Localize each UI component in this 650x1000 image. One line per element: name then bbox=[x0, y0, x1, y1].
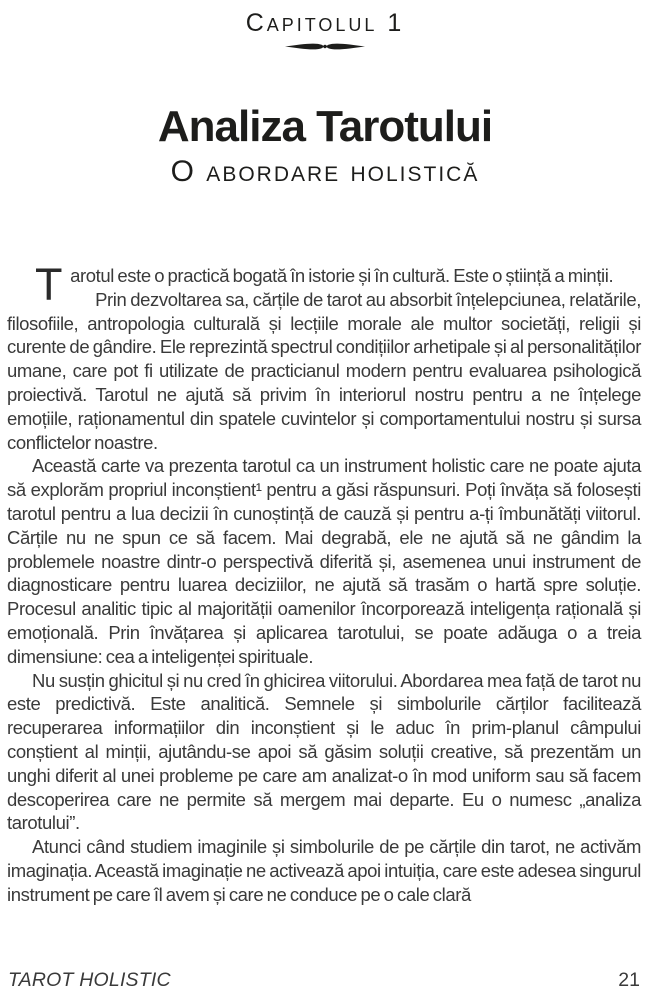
running-footer-book-title: TAROT HOLISTIC bbox=[8, 969, 171, 991]
paragraph: Această carte va prezenta tarotul ca un instrument holistic care ne poate ajuta să explorăm propriul inconștient¹ pentru a găsi răspunsuri. Poți învăța să folosești tarotul pentru a lua decizii în cunoștință de cauză și pentru a-ți îmbunătăți viitorul. Cărțile nu ne spun ce să facem. Mai degrabă, ele ne ajută să ne gândim la problemele noastre dintr-o perspectivă diferită și, asemenea unui instrument de diagnosticare pentru luarea deciziilor, ne ajută să trasăm o hartă spre soluție. Procesul analitic tipic al majorității oamenilor încorporează inteligența rațională și emoțională. Prin învățarea și aplicarea tarotului, se poate adăuga o a treia dimensiune: cea a inteligenței spirituale. bbox=[7, 455, 641, 667]
page-title: Analiza Tarotului bbox=[157, 102, 493, 151]
paragraph: Atunci când studiem imaginile și simbolurile de pe cărțile din tarot, ne activăm imaginația. Această imaginație ne activează apoi intuiția, care este adesea singurul instrument pe care îl avem și care ne conduce pe o cale clară bbox=[7, 836, 641, 905]
running-footer bbox=[8, 966, 640, 992]
body-text bbox=[0, 264, 650, 964]
paragraph: Nu susțin ghicitul și nu cred în ghicirea viitorului. Abordarea mea față de tarot nu este predictivă. Este analitică. Semnele și simbolurile cărților facilitează recuperarea informațiilor din inconștient și le aduc în prim-planul câmpului conștient al minții, ajutându-se apoi să găsim soluții creative, să prezentăm un unghi diferit al unei probleme pe care am analizat-o în mod uniform sau să facem descoperirea care ne permite să mergem mai departe. Eu o numesc „analiza tarotului”. bbox=[7, 669, 641, 834]
title-block bbox=[0, 104, 650, 188]
page-subtitle: O abordare holistică bbox=[170, 155, 480, 188]
paragraph-opening-text: arotul este o practică bogată în istorie și în cultură. Este o știință a minții. bbox=[70, 265, 614, 286]
paragraph-opening bbox=[7, 264, 641, 310]
chapter-head bbox=[0, 0, 650, 53]
drop-cap: T bbox=[35, 264, 63, 310]
page-number: 21 bbox=[618, 969, 640, 991]
chapter-heading: Capitolul 1 bbox=[245, 9, 405, 37]
fleuron-divider-icon bbox=[283, 40, 367, 53]
paragraph: Prin dezvoltarea sa, cărțile de tarot au absorbit înțelepciunea, relatările, filosofiile, antropologia culturală și lecțiile morale ale multor societăți, religii și curente de gândire. Ele reprezintă spectrul condițiilor arhetipale și al personalităților umane, care pot fi utilizate de practicianul modern pentru evaluarea psihologică proiectivă. Tarotul ne ajută să privim în interiorul nostru pentru a ne înțelege emoțiile, raționamentul din spatele cuvintelor și comportamentului nostru și sursa conflictelor noastre. bbox=[7, 288, 641, 453]
